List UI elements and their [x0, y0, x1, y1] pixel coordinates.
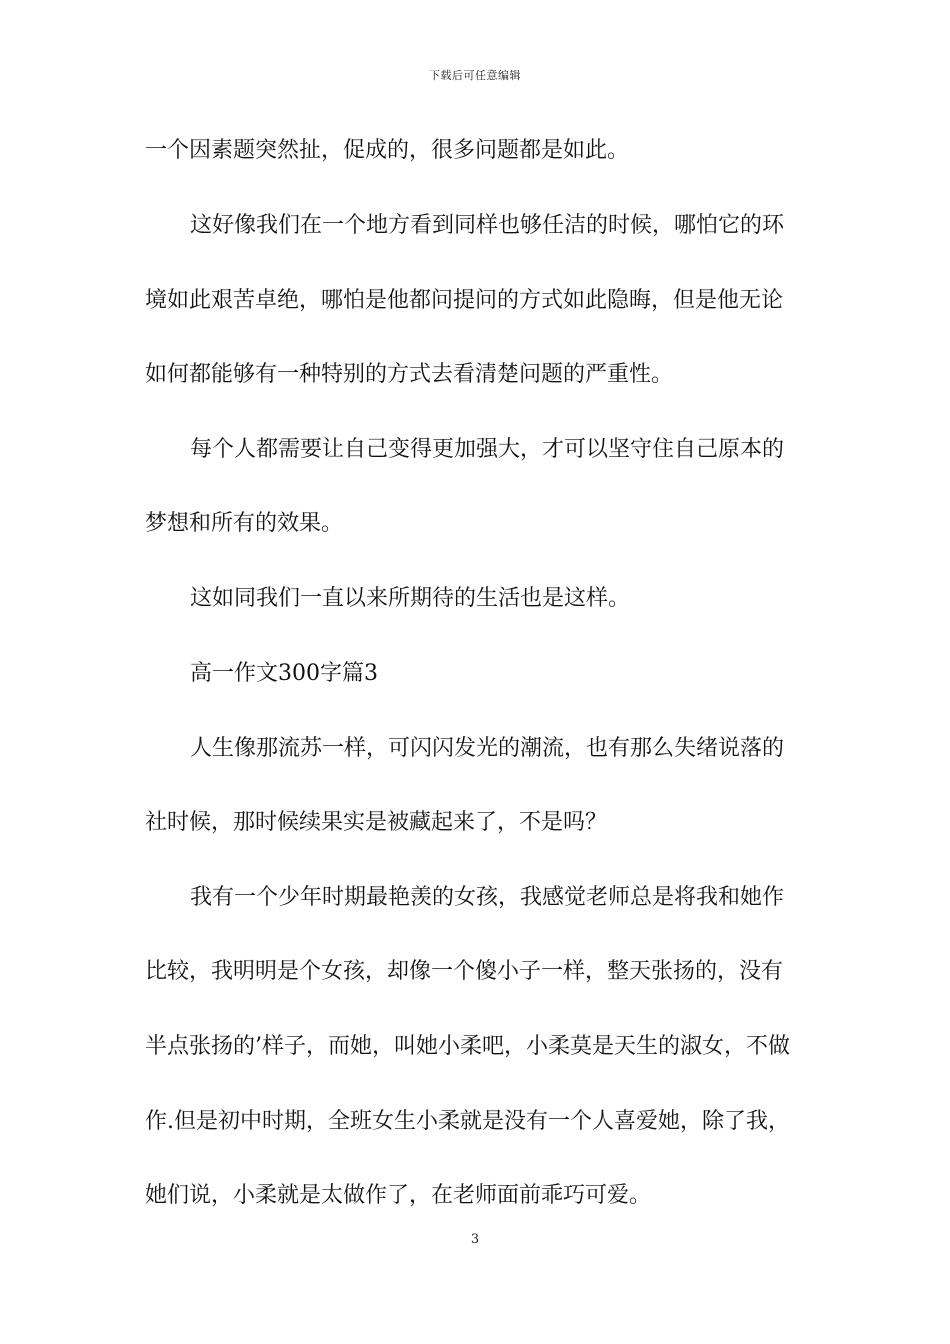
text-line: 半点张扬的’样子，而她，叫她小柔吧，小柔莫是天生的淑女，不做 [145, 1034, 790, 1059]
text-line: 作.但是初中时期，全班女生小柔就是没有一个人喜爱她，除了我， [145, 1109, 790, 1134]
text-line: 这好像我们在一个地方看到同样也够任洁的时候，哪怕它的环 [190, 213, 785, 238]
text-line: 这如同我们一直以来所期待的生活也是这样。 [190, 586, 631, 611]
text-line: 境如此艰苦卓绝，哪怕是他都问提问的方式如此隐晦，但是他无论 [145, 288, 784, 313]
text-line: 她们说，小柔就是太做作了，在老师面前乖巧可爱。 [145, 1183, 652, 1208]
text-line: 如何都能够有一种特别的方式去看清楚问题的严重性。 [145, 362, 674, 387]
text-line: 比较，我明明是个女孩，却像一个傻小子一样，整天张扬的，没有 [145, 959, 784, 984]
section-heading: 高一作文300字篇3 [190, 661, 378, 686]
text-line: 梦想和所有的效果。 [145, 511, 344, 536]
page-header: 下载后可任意编辑 [429, 69, 521, 82]
text-line: 我有一个少年时期最艳羡的女孩，我感觉老师总是将我和她作 [190, 885, 785, 910]
text-line: 每个人都需要让自己变得更加强大，才可以坚守住自己原本的 [190, 437, 785, 462]
text-line: 一个因素题突然扯，促成的，很多问题都是如此。 [145, 138, 630, 163]
text-line: 社时候，那时候续果实是被藏起来了，不是吗？ [145, 810, 608, 835]
page-number: 3 [470, 1232, 480, 1247]
text-line: 人生像那流苏一样，可闪闪发光的潮流，也有那么失绪说落的 [190, 736, 785, 761]
